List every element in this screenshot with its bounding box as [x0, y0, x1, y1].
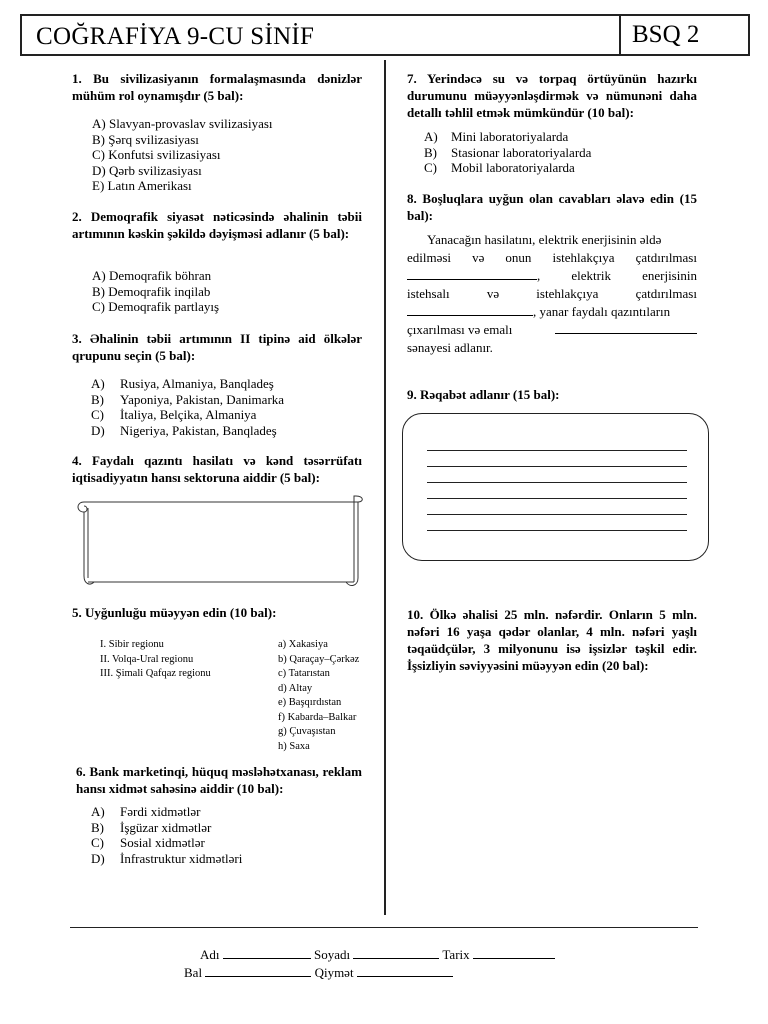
option[interactable]: A) Rusiya, Almaniya, Banqladeş	[91, 376, 274, 391]
column-divider	[384, 60, 386, 915]
option[interactable]: A) Slavyan-provaslav svilizasiyası	[92, 116, 273, 131]
surname-label: Soyadı	[314, 947, 351, 962]
question-9: 9. Rəqabət adlanır (15 bal):	[407, 387, 560, 402]
blank-3[interactable]	[555, 321, 697, 334]
list-item: a) Xakasiya	[278, 639, 328, 650]
list-item: I. Sibir regionu	[100, 639, 164, 650]
list-item: II. Volqa-Ural regionu	[100, 653, 194, 665]
question-1: 1. Bu sivilizasiyanın formalaşmasında dənizlər mühüm rol oynamışdır (5 bal):	[72, 71, 362, 103]
option[interactable]: C) Mobil laboratoriyalarda	[424, 160, 575, 175]
list-item: g) Çuvaşıstan	[278, 726, 336, 737]
option[interactable]: D) İnfrastruktur xidmətləri	[91, 850, 243, 866]
scroll-answer-area[interactable]	[68, 492, 368, 592]
grade-label: Qiymət	[314, 965, 354, 980]
list-item: e) Başqırdıstan	[278, 697, 342, 708]
option[interactable]: C) Demoqrafik partlayış	[92, 299, 220, 314]
footer-row-1	[200, 946, 555, 964]
match-right-list	[278, 638, 359, 754]
test-code: BSQ 2	[632, 21, 700, 48]
footer-divider	[70, 927, 698, 928]
question-2: 2. Demoqrafik siyasət nəticəsində əhalinin təbii artımının kəskin şəkildə dəyişməsi adlanır (5 bal):	[72, 209, 362, 241]
surname-field[interactable]	[353, 946, 439, 959]
option[interactable]: E) Latın Amerikası	[92, 178, 192, 193]
list-item: f) Kabarda–Balkar	[278, 711, 357, 723]
option[interactable]: B) Demoqrafik inqilab	[92, 283, 211, 299]
match-left-list	[100, 638, 211, 682]
blank-1[interactable]	[407, 267, 537, 280]
question-1-options	[92, 116, 273, 194]
header-box	[20, 14, 750, 56]
option[interactable]: B) İşgüzar xidmətlər	[91, 819, 212, 835]
option[interactable]: B) Stasionar laboratoriyalarda	[424, 144, 592, 160]
write-line	[427, 482, 687, 483]
score-label: Bal	[184, 965, 203, 980]
question-3-options	[91, 376, 284, 438]
option[interactable]: A) Demoqrafik böhran	[92, 268, 212, 283]
paragraph-text: Yanacağın hasilatını, elektrik enerjisinin əldə	[427, 232, 662, 247]
grade-field[interactable]	[357, 964, 453, 977]
write-line	[427, 498, 687, 499]
list-item: d) Altay	[278, 682, 313, 694]
name-field[interactable]	[223, 946, 311, 959]
option[interactable]: B) Yaponiya, Pakistan, Danimarka	[91, 391, 285, 407]
question-7-options	[424, 129, 591, 176]
date-field[interactable]	[473, 946, 555, 959]
question-2-options	[92, 268, 219, 315]
write-line	[427, 514, 687, 515]
question-10: 10. Ölkə əhalisi 25 mln. nəfərdir. Onların 5 mln. nəfəri 16 yaşa qədər olanlar, 4 mln. nəfəri yaşlı təqaüdçülər, 3 milyonunu isə işsizlər təşkil edir. İşsizliyin səviyyəsini müəyyən edin (20 bal):	[407, 607, 697, 673]
option[interactable]: D) Qərb svilizasiyası	[92, 162, 202, 178]
footer-row-2	[184, 964, 453, 982]
question-8: 8. Boşluqlara uyğun olan cavabları əlavə edin (15 bal):	[407, 191, 697, 223]
question-7: 7. Yerindəcə su və torpaq örtüyünün hazırkı durumunu müəyyənləşdirmək və nümunəni daha detallı təhlil etmək mümkündür (10 bal):	[407, 71, 697, 120]
question-6-options	[91, 804, 242, 866]
option[interactable]: D) Nigeriya, Pakistan, Banqladeş	[91, 422, 277, 438]
question-5: 5. Uyğunluğu müəyyən edin (10 bal):	[72, 605, 277, 620]
list-item: b) Qaraçay–Çərkəz	[278, 653, 360, 665]
question-6: 6. Bank marketinqi, hüquq məsləhətxanası, reklam hansı xidmət sahəsinə aiddir (10 bal):	[76, 764, 362, 796]
option[interactable]: A) Fərdi xidmətlər	[91, 804, 201, 819]
question-3: 3. Əhalinin təbii artımının II tipinə aid ölkələr qrupunu seçin (5 bal):	[72, 331, 362, 363]
write-line	[427, 530, 687, 531]
option[interactable]: A) Mini laboratoriyalarda	[424, 129, 569, 144]
option[interactable]: B) Şərq svilizasiyası	[92, 131, 199, 147]
question-4: 4. Faydalı qazıntı hasilatı və kənd təsərrüfatı iqtisadiyyatın hansı sektoruna aiddir (5 bal):	[72, 453, 362, 485]
list-item: h) Saxa	[278, 740, 310, 752]
date-label: Tarix	[442, 947, 470, 962]
write-line	[427, 450, 687, 451]
write-line	[427, 466, 687, 467]
page-title: COĞRAFİYA 9-CU SİNİF	[36, 23, 315, 50]
blank-2[interactable]	[407, 303, 533, 316]
score-field[interactable]	[205, 964, 311, 977]
option[interactable]: C) İtaliya, Belçika, Almaniya	[91, 407, 257, 422]
list-item: III. Şimali Qafqaz regionu	[100, 668, 211, 679]
option[interactable]: C) Sosial xidmətlər	[91, 835, 205, 850]
header-divider	[619, 16, 621, 54]
name-label: Adı	[200, 947, 220, 962]
option[interactable]: C) Konfutsi svilizasiyası	[92, 147, 221, 162]
list-item: c) Tatarıstan	[278, 668, 330, 679]
fill-in-paragraph: Yanacağın hasilatını, elektrik enerjisinin əldə edilməsi və onun istehlakçıya çatdırılması , elektrik enerjisinin istehsalı və istehlakçıya çatdırılması , yanar faydalı qazıntıların çıxarılması və emalı sənayesi adlanır.	[407, 232, 697, 355]
answer-box[interactable]	[402, 413, 709, 561]
